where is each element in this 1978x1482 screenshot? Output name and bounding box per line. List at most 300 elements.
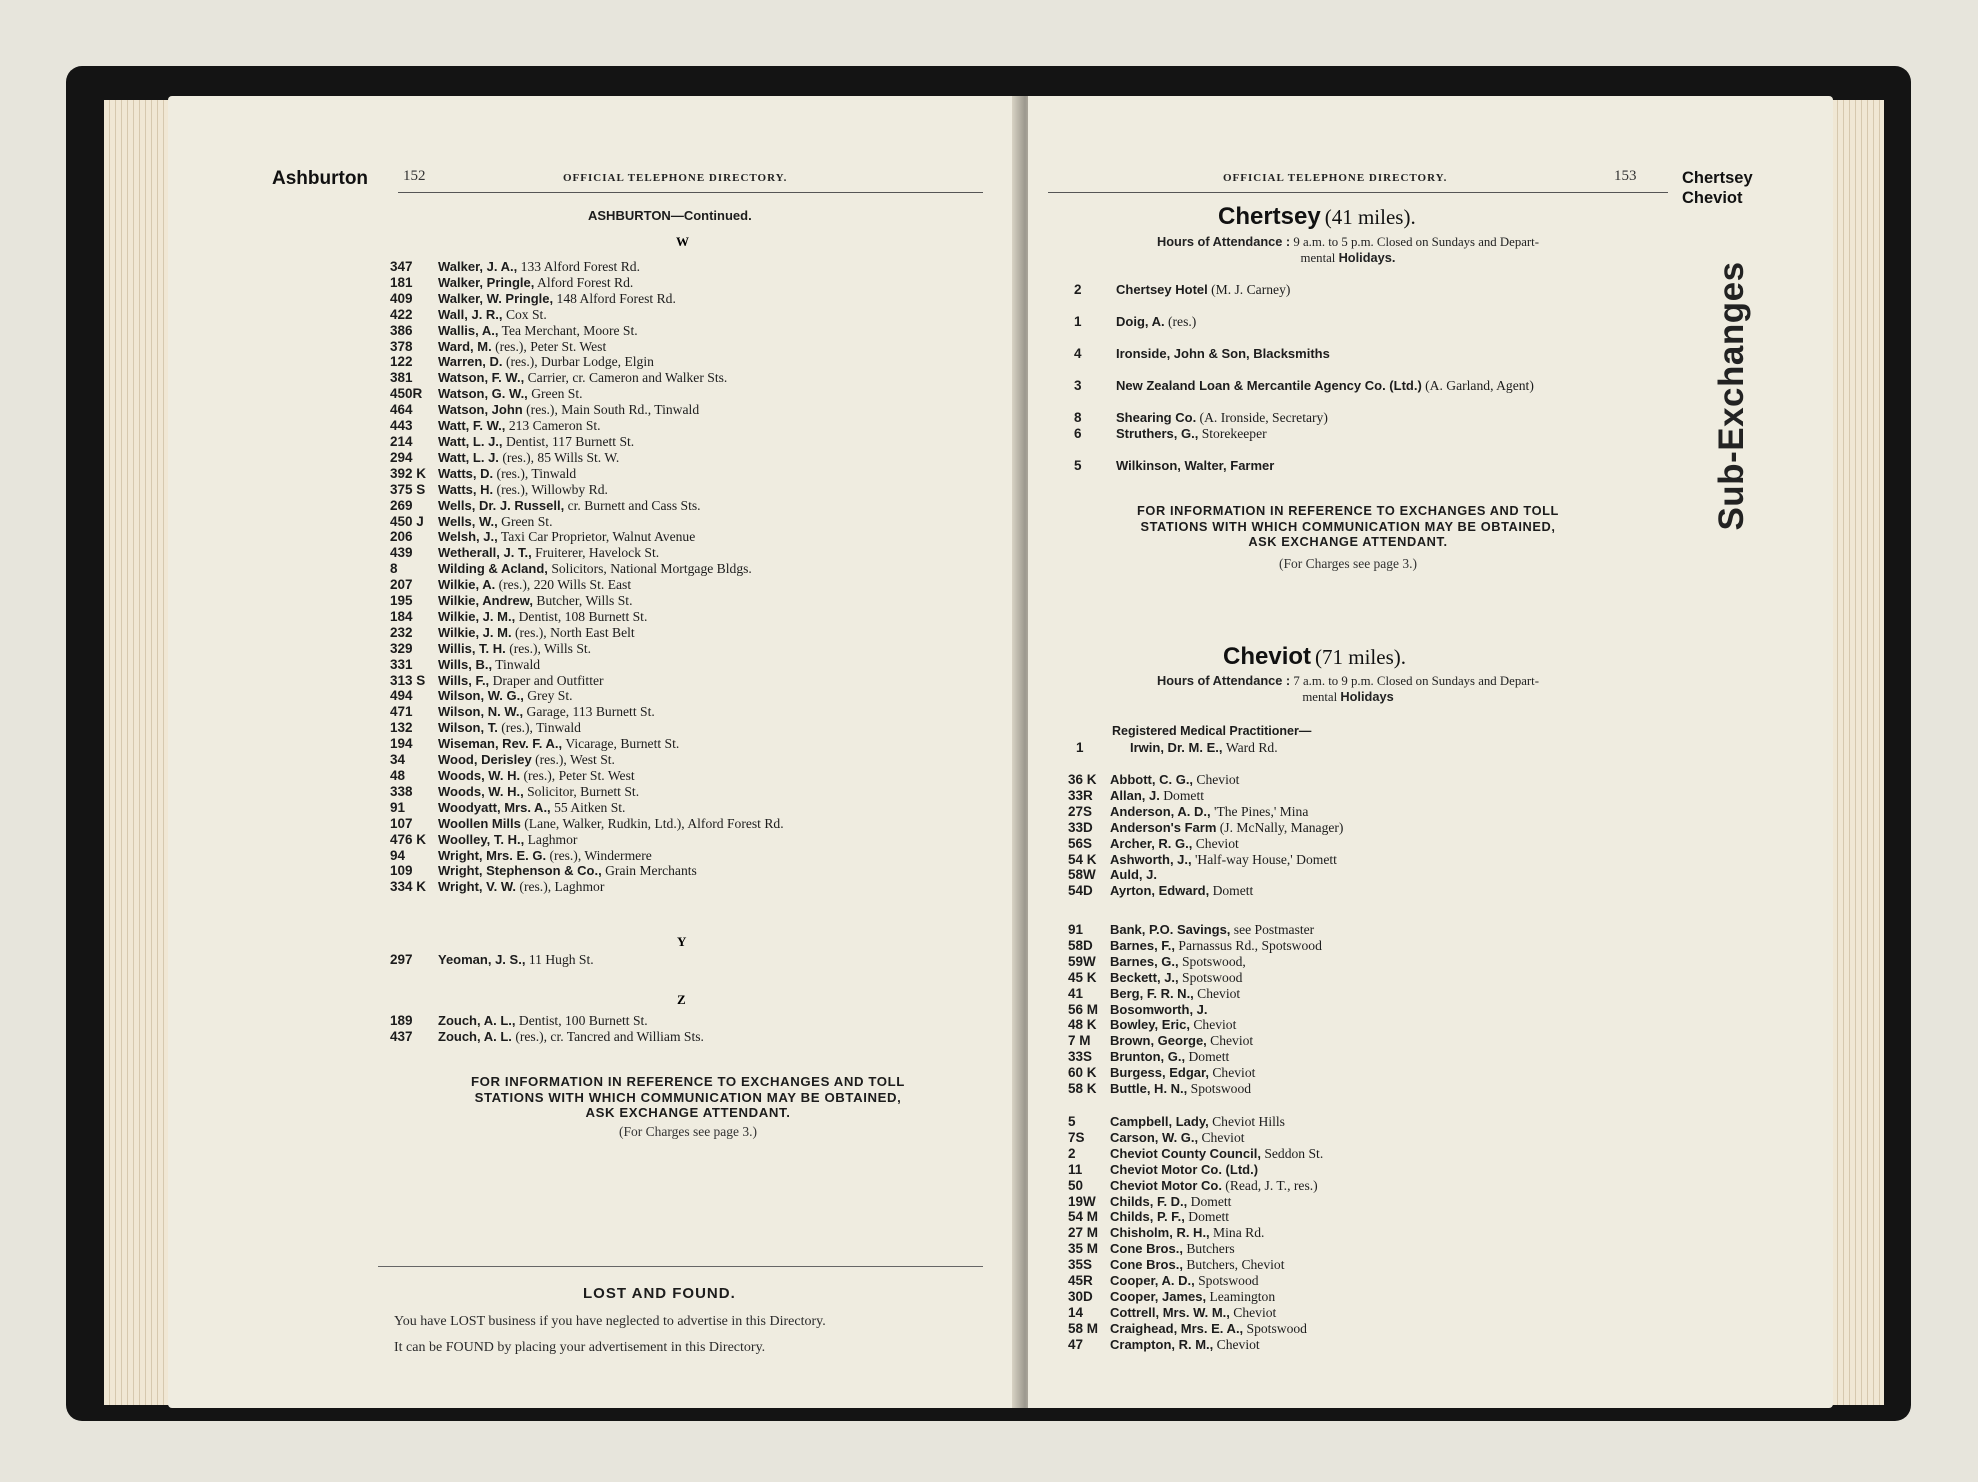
subscriber-address: Cheviot bbox=[1195, 835, 1239, 851]
entry-text bbox=[438, 323, 638, 339]
entry-text bbox=[438, 307, 547, 323]
subscriber-address: Spotswood bbox=[1182, 969, 1243, 985]
chertsey-charges-note: (For Charges see page 3.) bbox=[1278, 556, 1418, 571]
entry-text bbox=[438, 593, 633, 609]
directory-entry bbox=[390, 339, 784, 355]
directory-entry bbox=[1068, 1178, 1323, 1194]
directory-entry bbox=[1068, 867, 1343, 883]
entry-text bbox=[438, 863, 697, 879]
subscriber-address: (res.) bbox=[1167, 314, 1197, 329]
subscriber-address: Garage, 113 Burnett St. bbox=[526, 704, 655, 720]
entry-text bbox=[438, 354, 654, 370]
entry-text bbox=[438, 832, 577, 848]
phone-number: 476 K bbox=[390, 831, 427, 847]
cheviot-heading bbox=[1223, 643, 1406, 671]
subscriber-name: Brown, George, bbox=[1110, 1033, 1207, 1049]
entry-text bbox=[1116, 314, 1196, 330]
directory-entry bbox=[390, 307, 784, 323]
subscriber-name: Barnes, G., bbox=[1110, 953, 1179, 969]
subscriber-address: Solicitors, National Mortgage Bldgs. bbox=[551, 561, 752, 577]
phone-number: 7 M bbox=[1068, 1033, 1091, 1049]
subscriber-name: Childs, F. D., bbox=[1110, 1193, 1188, 1209]
entry-text bbox=[1110, 986, 1240, 1002]
phone-number: 58W bbox=[1068, 867, 1096, 883]
subscriber-address: Tinwald bbox=[495, 656, 541, 672]
phone-number: 107 bbox=[390, 815, 413, 831]
subscriber-address: Storekeeper bbox=[1201, 425, 1267, 441]
entry-text bbox=[1110, 1305, 1276, 1321]
directory-entry bbox=[390, 1029, 704, 1045]
directory-entry bbox=[1068, 1209, 1323, 1225]
directory-entry bbox=[1068, 1257, 1323, 1273]
phone-number: 194 bbox=[390, 736, 413, 752]
directory-entry bbox=[390, 863, 784, 879]
entry-text bbox=[438, 1013, 648, 1029]
entry-text bbox=[1110, 836, 1239, 852]
entry-text bbox=[438, 768, 635, 784]
subscriber-address: see Postmaster bbox=[1233, 922, 1315, 937]
entry-text bbox=[1110, 1114, 1285, 1130]
subscriber-address: Dentist, 117 Burnett St. bbox=[505, 433, 635, 449]
entry-text bbox=[1110, 820, 1343, 836]
lost-found-line-1: You have LOST business if you have neglected to advertise in this Directory. bbox=[394, 1314, 826, 1329]
phone-number: 33S bbox=[1068, 1049, 1093, 1065]
subscriber-name: Wall, J. R., bbox=[438, 306, 503, 322]
entry-text bbox=[438, 466, 576, 482]
page-number: 153 bbox=[1614, 168, 1637, 184]
directory-entry bbox=[1074, 410, 1534, 426]
phone-number: 2 bbox=[1074, 282, 1082, 297]
phone-number: 60 K bbox=[1068, 1065, 1097, 1081]
subscriber-name: Childs, P. F., bbox=[1110, 1209, 1185, 1225]
entry-text bbox=[1110, 1162, 1258, 1178]
phone-number: 437 bbox=[390, 1028, 413, 1044]
entry-text bbox=[438, 1029, 704, 1045]
subscriber-name: Struthers, G., bbox=[1116, 425, 1199, 441]
subscriber-address: 133 Alford Forest Rd. bbox=[520, 259, 640, 274]
subscriber-name: Wilkie, J. M., bbox=[438, 608, 516, 624]
phone-number: 59W bbox=[1068, 953, 1096, 969]
entry-text bbox=[1110, 1225, 1264, 1241]
subscriber-name: Walker, Pringle, bbox=[438, 274, 535, 290]
directory-entry bbox=[1068, 1337, 1323, 1353]
phone-number: 56S bbox=[1068, 835, 1093, 851]
subscriber-name: Cone Bros., bbox=[1110, 1241, 1183, 1257]
entry-text bbox=[1110, 1194, 1231, 1210]
directory-entry bbox=[390, 657, 784, 673]
subscriber-name: Wilkie, Andrew, bbox=[438, 593, 533, 609]
phone-number: 214 bbox=[390, 433, 413, 449]
subscriber-name: Wilding & Acland, bbox=[438, 561, 548, 577]
directory-entry bbox=[390, 354, 784, 370]
phone-number: 47 bbox=[1068, 1336, 1084, 1352]
directory-entry bbox=[390, 800, 784, 816]
directory-entry bbox=[390, 259, 784, 275]
letter-heading-w: W bbox=[676, 234, 689, 249]
directory-entry bbox=[1068, 1273, 1323, 1289]
phone-number: 8 bbox=[1074, 410, 1082, 425]
entry-text bbox=[1110, 1209, 1229, 1225]
subscriber-name: Wood, Derisley bbox=[438, 752, 532, 768]
subscriber-name: New Zealand Loan & Mercantile Agency Co. (Ltd.) bbox=[1116, 378, 1422, 393]
phone-number: 36 K bbox=[1068, 772, 1097, 787]
hours-text: 7 a.m. to 9 p.m. Closed on Sundays and Depart- bbox=[1293, 674, 1539, 688]
subscriber-name: Beckett, J., bbox=[1110, 969, 1179, 985]
subscriber-name: Zouch, A. L., bbox=[438, 1013, 516, 1028]
subscriber-name: Watt, F. W., bbox=[438, 418, 506, 434]
entry-text bbox=[1116, 282, 1290, 298]
entry-text bbox=[438, 609, 647, 625]
subscriber-address: Spotswood bbox=[1198, 1273, 1259, 1289]
entry-text bbox=[1110, 1065, 1255, 1081]
directory-entry bbox=[390, 752, 784, 768]
subscriber-name: Watson, G. W., bbox=[438, 386, 528, 402]
notice-line: FOR INFORMATION IN REFERENCE TO EXCHANGES AND TOLL bbox=[471, 1074, 905, 1089]
notice-line: STATIONS WITH WHICH COMMUNICATION MAY BE OBTAINED, bbox=[474, 1089, 902, 1105]
directory-entry bbox=[390, 466, 784, 482]
phone-number: 41 bbox=[1068, 985, 1084, 1001]
subscriber-address: Tea Merchant, Moore St. bbox=[501, 322, 638, 338]
phone-number: 8 bbox=[390, 561, 398, 577]
subscriber-name: Woods, W. H. bbox=[438, 768, 521, 783]
subscriber-name: Ashworth, J., bbox=[1110, 851, 1192, 867]
entries-y-list bbox=[390, 952, 594, 968]
subscriber-name: Chisholm, R. H., bbox=[1110, 1225, 1210, 1241]
entry-text bbox=[438, 450, 619, 466]
phone-number: 54D bbox=[1068, 883, 1093, 899]
entry-text bbox=[1110, 1178, 1318, 1194]
phone-number: 181 bbox=[390, 274, 413, 290]
hours-label: Hours of Attendance : bbox=[1157, 673, 1291, 688]
notice-line: ASK EXCHANGE ATTENDANT. bbox=[1248, 534, 1448, 549]
phone-number: 58 M bbox=[1068, 1320, 1099, 1336]
entry-text bbox=[438, 529, 695, 545]
subscriber-name: Watt, L. J. bbox=[438, 449, 499, 465]
subscriber-address: Alford Forest Rd. bbox=[537, 274, 634, 290]
phone-number: 7S bbox=[1068, 1129, 1085, 1145]
phone-number: 58D bbox=[1068, 937, 1093, 953]
subscriber-name: Bosomworth, J. bbox=[1110, 1001, 1208, 1017]
subscriber-name: Welsh, J., bbox=[438, 529, 498, 545]
page-number: 152 bbox=[403, 168, 426, 184]
directory-entry bbox=[390, 498, 784, 514]
phone-number: 334 K bbox=[390, 879, 427, 895]
entry-text bbox=[438, 498, 701, 514]
phone-number: 331 bbox=[390, 656, 413, 672]
directory-entry bbox=[390, 625, 784, 641]
subscriber-address: (res.), Peter St. West bbox=[523, 768, 635, 783]
subscriber-address: (res.), West St. bbox=[535, 752, 615, 768]
entry-text bbox=[1110, 883, 1253, 899]
directory-entry bbox=[390, 370, 784, 386]
subscriber-address: Cheviot Hills bbox=[1212, 1114, 1285, 1129]
subscriber-address: Cheviot bbox=[1210, 1033, 1254, 1049]
subscriber-address: 148 Alford Forest Rd. bbox=[556, 290, 676, 306]
entry-text bbox=[438, 418, 601, 434]
phone-number: 494 bbox=[390, 688, 413, 704]
directory-entry bbox=[1068, 1114, 1323, 1130]
phone-number: 409 bbox=[390, 290, 413, 306]
subscriber-address: Butcher, Wills St. bbox=[536, 593, 633, 609]
subscriber-name: Woolley, T. H., bbox=[438, 831, 525, 847]
letter-heading-z: Z bbox=[677, 992, 686, 1007]
subscriber-address: Solicitor, Burnett St. bbox=[527, 783, 640, 799]
directory-entry bbox=[390, 514, 784, 530]
subscriber-address: 11 Hugh St. bbox=[528, 952, 594, 967]
directory-entry bbox=[390, 561, 784, 577]
phone-number: 48 K bbox=[1068, 1017, 1097, 1033]
phone-number: 4 bbox=[1074, 346, 1082, 361]
entry-text bbox=[1110, 788, 1204, 804]
directory-entry bbox=[390, 275, 784, 291]
phone-number: 450R bbox=[390, 386, 423, 402]
directory-entry bbox=[390, 418, 784, 434]
header-rule bbox=[1048, 192, 1668, 193]
sub-exchanges-side-tab: Sub-Exchanges bbox=[1712, 261, 1751, 531]
subscriber-name: Willis, T. H. bbox=[438, 640, 506, 656]
entry-text bbox=[1110, 1017, 1236, 1033]
subscriber-name: Cooper, James, bbox=[1110, 1288, 1207, 1304]
phone-number: 195 bbox=[390, 593, 413, 609]
entry-text bbox=[1110, 1257, 1285, 1273]
phone-number: 1 bbox=[1076, 740, 1084, 755]
hours-label: Hours of Attendance : bbox=[1157, 234, 1291, 249]
running-head: OFFICIAL TELEPHONE DIRECTORY. bbox=[563, 172, 788, 184]
charges-note: (For Charges see page 3.) bbox=[618, 1124, 758, 1139]
chertsey-entries bbox=[1074, 282, 1534, 474]
cheviot-miles: (71 miles). bbox=[1315, 645, 1406, 669]
subscriber-address: (res.), Laghmor bbox=[519, 879, 605, 895]
entry-text bbox=[1116, 378, 1534, 394]
chertsey-heading bbox=[1218, 203, 1416, 231]
phone-number: 386 bbox=[390, 322, 413, 338]
subscriber-name: Wills, F., bbox=[438, 672, 490, 688]
phone-number: 56 M bbox=[1068, 1001, 1099, 1017]
right-page bbox=[1028, 96, 1833, 1408]
entry-text bbox=[1110, 1146, 1323, 1162]
entry-text bbox=[438, 291, 676, 307]
subscriber-address: Spotswood bbox=[1190, 1081, 1252, 1097]
directory-entry bbox=[390, 545, 784, 561]
directory-entry bbox=[390, 641, 784, 657]
directory-entry bbox=[390, 593, 784, 609]
subscriber-name: Cone Bros., bbox=[1110, 1257, 1183, 1273]
subscriber-address: (res.), Durbar Lodge, Elgin bbox=[505, 354, 654, 370]
subscriber-name: Abbott, C. G., bbox=[1110, 772, 1194, 787]
directory-entry bbox=[390, 704, 784, 720]
subscriber-name: Buttle, H. N., bbox=[1110, 1081, 1188, 1097]
phone-number: 439 bbox=[390, 545, 413, 561]
left-page-edges bbox=[104, 100, 174, 1405]
entry-text bbox=[1110, 1002, 1208, 1018]
subscriber-address: Domett bbox=[1212, 883, 1254, 899]
subscriber-address: Spotswood, bbox=[1182, 953, 1246, 969]
entry-text bbox=[1110, 1081, 1251, 1097]
entry-text bbox=[438, 482, 608, 498]
subscriber-address: Cheviot bbox=[1212, 1065, 1256, 1081]
subscriber-name: Brunton, G., bbox=[1110, 1049, 1186, 1065]
directory-entry bbox=[1068, 820, 1343, 836]
subscriber-address: (res.), North East Belt bbox=[514, 624, 635, 640]
directory-entry bbox=[390, 768, 784, 784]
entry-text bbox=[1110, 804, 1308, 820]
directory-entry bbox=[390, 434, 784, 450]
subscriber-name: Watts, H. bbox=[438, 481, 494, 497]
subscriber-name: Barnes, F., bbox=[1110, 937, 1176, 953]
subscriber-address: Seddon St. bbox=[1264, 1145, 1324, 1161]
subscriber-name: Auld, J. bbox=[1110, 867, 1157, 883]
subscriber-name: Wright, Mrs. E. G. bbox=[438, 847, 547, 863]
directory-entry bbox=[1068, 1049, 1322, 1065]
directory-entry bbox=[1068, 1194, 1323, 1210]
lost-found-rule bbox=[378, 1266, 983, 1267]
subscriber-address: (M. J. Carney) bbox=[1211, 282, 1291, 297]
subscriber-name: Wilkie, A. bbox=[438, 577, 496, 593]
subscriber-address: (res.), Wills St. bbox=[509, 640, 592, 656]
subscriber-address: cr. Burnett and Cass Sts. bbox=[567, 497, 701, 513]
phone-number: 422 bbox=[390, 306, 413, 322]
subscriber-name: Wilson, W. G., bbox=[438, 688, 524, 704]
directory-entry bbox=[390, 323, 784, 339]
subscriber-address: Leamington bbox=[1209, 1288, 1276, 1304]
exchange-notice bbox=[388, 1074, 988, 1121]
subscriber-address: Mina Rd. bbox=[1213, 1225, 1265, 1241]
subscriber-address: (res.), 85 Wills St. W. bbox=[502, 449, 620, 465]
phone-number: 132 bbox=[390, 720, 413, 736]
entry-text bbox=[1110, 922, 1314, 938]
directory-entry bbox=[390, 736, 784, 752]
hours-text-2: mental bbox=[1300, 251, 1336, 265]
phone-number: 6 bbox=[1074, 425, 1082, 441]
phone-number: 206 bbox=[390, 529, 413, 545]
subscriber-address: Spotswood bbox=[1246, 1320, 1307, 1336]
subscriber-name: Wilson, N. W., bbox=[438, 704, 524, 720]
subscriber-name: Craighead, Mrs. E. A., bbox=[1110, 1320, 1244, 1336]
subscriber-address: Vicarage, Burnett St. bbox=[565, 736, 680, 752]
directory-entry bbox=[1068, 1002, 1322, 1018]
phone-number: 54 K bbox=[1068, 851, 1097, 867]
notice-line: STATIONS WITH WHICH COMMUNICATION MAY BE OBTAINED, bbox=[1140, 518, 1556, 534]
subscriber-name: Anderson's Farm bbox=[1110, 819, 1217, 835]
phone-number: 338 bbox=[390, 783, 413, 799]
phone-number: 50 bbox=[1068, 1177, 1084, 1193]
directory-entry bbox=[1068, 1017, 1322, 1033]
subscriber-address: (Read, J. T., res.) bbox=[1225, 1177, 1318, 1193]
subscriber-address: 'The Pines,' Mina bbox=[1214, 803, 1309, 819]
entry-text bbox=[438, 545, 659, 561]
directory-entry bbox=[390, 482, 784, 498]
subscriber-name: Cheviot Motor Co. (Ltd.) bbox=[1110, 1161, 1259, 1177]
directory-entry bbox=[1068, 772, 1343, 788]
entry-text bbox=[438, 784, 639, 800]
hours-text: 9 a.m. to 5 p.m. Closed on Sundays and Depart- bbox=[1293, 235, 1539, 249]
entry-text bbox=[1110, 1130, 1245, 1146]
lost-found-title: LOST AND FOUND. bbox=[583, 1285, 736, 1302]
directory-entry bbox=[1068, 1033, 1322, 1049]
phone-number: 11 bbox=[1068, 1161, 1083, 1177]
entry-text bbox=[1110, 852, 1337, 868]
cheviot-entries-a bbox=[1068, 772, 1343, 899]
phone-number: 443 bbox=[390, 418, 413, 434]
phone-number: 33D bbox=[1068, 819, 1093, 835]
phone-number: 207 bbox=[390, 577, 413, 593]
entry-text bbox=[438, 952, 594, 968]
directory-entry bbox=[390, 832, 784, 848]
directory-entry bbox=[1068, 1146, 1323, 1162]
subscriber-address: Cheviot bbox=[1233, 1304, 1277, 1320]
phone-number: 5 bbox=[1074, 457, 1082, 473]
entry-text bbox=[438, 800, 625, 816]
chertsey-notice bbox=[1058, 503, 1638, 550]
phone-number: 1 bbox=[1074, 314, 1082, 329]
phone-number: 91 bbox=[1068, 922, 1084, 937]
subscriber-address: 55 Aitken St. bbox=[554, 799, 626, 815]
subscriber-address: (res.), 220 Wills St. East bbox=[498, 577, 632, 593]
phone-number: 3 bbox=[1074, 378, 1082, 393]
notice-line: ASK EXCHANGE ATTENDANT. bbox=[585, 1105, 791, 1120]
left-page bbox=[168, 96, 1020, 1408]
entry-text bbox=[438, 704, 655, 720]
directory-entry bbox=[1068, 922, 1322, 938]
subscriber-address: Green St. bbox=[531, 386, 583, 402]
subscriber-name: Bank, P.O. Savings, bbox=[1110, 922, 1231, 937]
subscriber-name: Wilkinson, Walter, Farmer bbox=[1116, 457, 1275, 473]
subscriber-name: Cooper, A. D., bbox=[1110, 1273, 1195, 1289]
entry-text bbox=[438, 736, 679, 752]
subscriber-address: (res.), cr. Tancred and William Sts. bbox=[515, 1028, 704, 1044]
subscriber-address: Carrier, cr. Cameron and Walker Sts. bbox=[527, 370, 728, 386]
phone-number: 392 K bbox=[390, 465, 427, 481]
directory-entry bbox=[390, 848, 784, 864]
entries-z-list bbox=[390, 1013, 704, 1045]
directory-entry bbox=[1068, 788, 1343, 804]
subscriber-name: Wright, Stephenson & Co., bbox=[438, 863, 602, 879]
subscriber-address: Laghmor bbox=[527, 831, 578, 847]
entry-text bbox=[438, 848, 652, 864]
chertsey-miles: (41 miles). bbox=[1324, 205, 1416, 229]
subscriber-address: (res.), Main South Rd., Tinwald bbox=[526, 402, 700, 418]
phone-number: 5 bbox=[1068, 1114, 1076, 1129]
directory-entry bbox=[390, 529, 784, 545]
header-rule bbox=[398, 192, 983, 193]
subscriber-address: Grain Merchants bbox=[605, 863, 697, 879]
subscriber-name: Wilkie, J. M. bbox=[438, 624, 512, 640]
directory-entry bbox=[1068, 836, 1343, 852]
phone-number: 313 S bbox=[390, 672, 426, 688]
subscriber-name: Watson, F. W., bbox=[438, 370, 525, 386]
phone-number: 329 bbox=[390, 640, 413, 656]
directory-entry bbox=[390, 816, 784, 832]
phone-number: 464 bbox=[390, 402, 413, 418]
chertsey-title: Chertsey bbox=[1218, 203, 1321, 230]
directory-entry bbox=[390, 1013, 704, 1029]
directory-entry bbox=[390, 673, 784, 689]
directory-entry bbox=[1068, 1130, 1323, 1146]
phone-number: 33R bbox=[1068, 787, 1093, 803]
phone-number: 269 bbox=[390, 497, 413, 513]
directory-entry bbox=[1068, 970, 1322, 986]
subscriber-address: (Lane, Walker, Rudkin, Ltd.), Alford Forest Rd. bbox=[524, 815, 784, 831]
directory-entry bbox=[1074, 426, 1534, 458]
hours-holidays: Holidays. bbox=[1338, 250, 1396, 265]
subscriber-name: Woods, W. H., bbox=[438, 783, 524, 799]
cheviot-title: Cheviot bbox=[1223, 643, 1312, 670]
subscriber-address: Grey St. bbox=[527, 688, 573, 704]
entry-text bbox=[1110, 867, 1157, 883]
entry-text bbox=[1116, 458, 1274, 474]
phone-number: 54 M bbox=[1068, 1209, 1099, 1225]
subscriber-name: Wallis, A., bbox=[438, 322, 499, 338]
